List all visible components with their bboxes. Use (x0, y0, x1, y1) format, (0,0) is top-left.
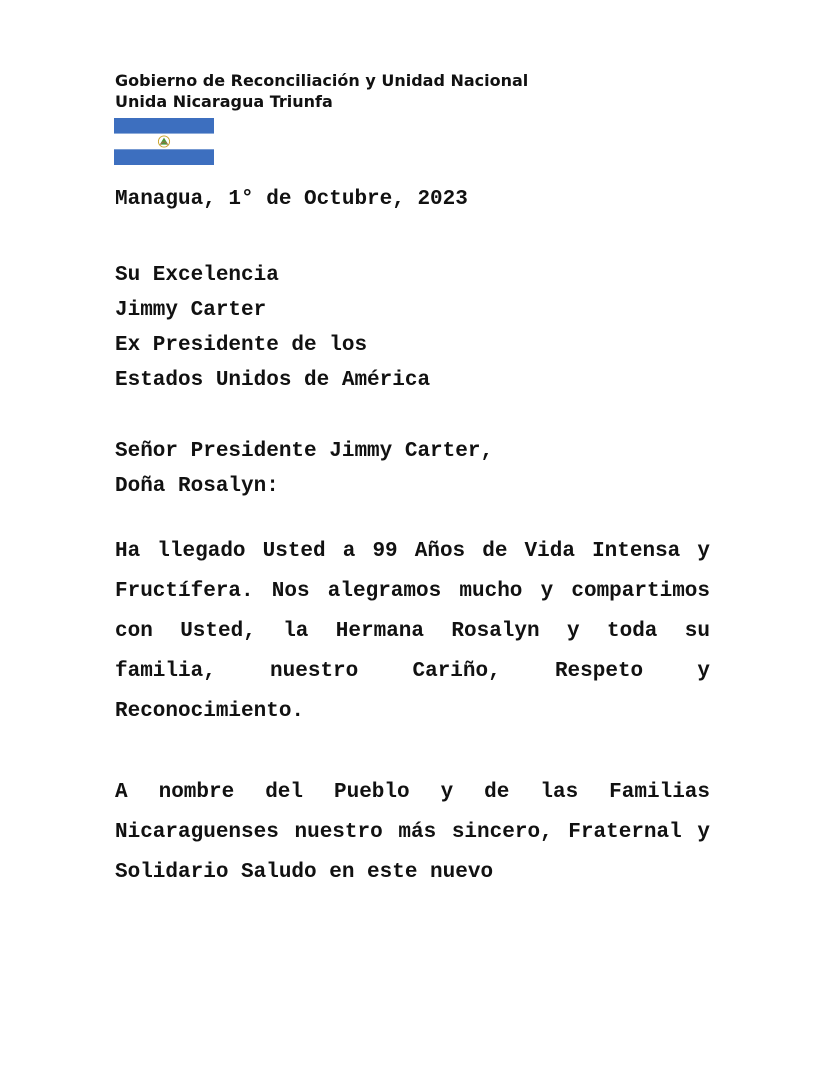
letter-paragraph-2: A nombre del Pueblo y de las Familias Nicaraguenses nuestro más sincero, Fraternal y Solidario Saludo en este nuevo (115, 781, 710, 884)
letter-paragraph-1: Ha llegado Usted a 99 Años de Vida Intensa y Fructífera. Nos alegramos mucho y compartimos con Usted, la Hermana Rosalyn y toda su familia, nuestro Cariño, Respeto y Reconocimiento. (115, 540, 710, 723)
salutation-block (115, 438, 493, 508)
recipient-line: Estados Unidos de América (115, 369, 431, 392)
letterhead-slogan: Unida Nicaragua Triunfa (115, 92, 333, 111)
nicaragua-flag-icon (114, 118, 214, 165)
recipient-line: Ex Presidente de los (115, 334, 368, 357)
letterhead-government: Gobierno de Reconciliación y Unidad Nacional (115, 71, 529, 90)
recipient-block (115, 262, 430, 402)
salutation-line: Señor Presidente Jimmy Carter, (115, 440, 494, 463)
recipient-line: Jimmy Carter (115, 299, 267, 322)
letter-date: Managua, 1° de Octubre, 2023 (115, 188, 468, 211)
salutation-line: Doña Rosalyn: (115, 475, 279, 498)
letterhead (115, 70, 528, 112)
recipient-line: Su Excelencia (115, 264, 279, 287)
